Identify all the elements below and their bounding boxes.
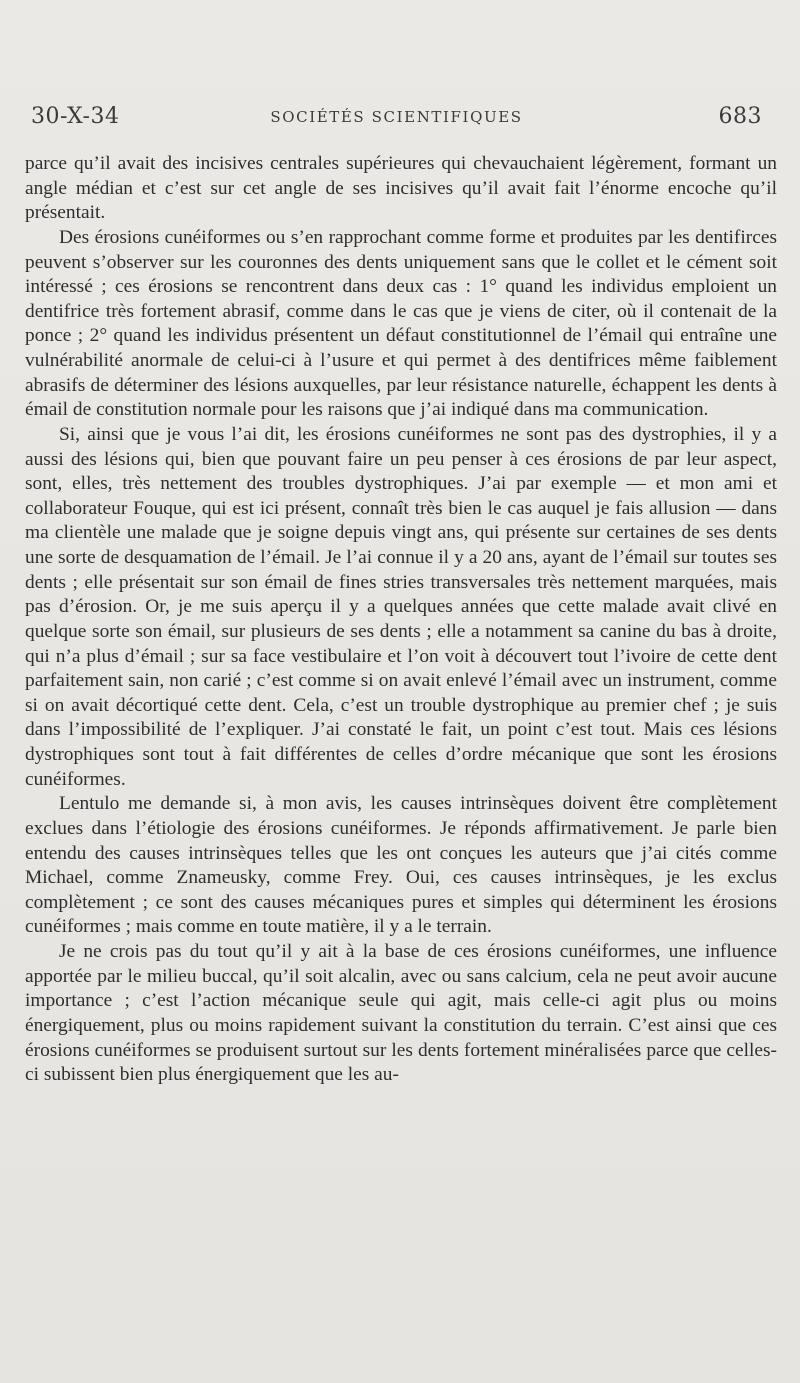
section-title: SOCIÉTÉS SCIENTIFIQUES — [270, 108, 523, 126]
paragraph: Je ne crois pas du tout qu’il y ait à la base de ces érosions cunéiformes, une influence apportée par le milieu buccal, qu’il soit alcalin, avec ou sans calcium, cela ne peut avoir aucune importance ; c’est l’action mécanique seule qui agit, mais celle-ci agit plus ou moins énergiquement, plus ou moins rapidement suivant la constitution du terrain. C’est ainsi que ces érosions cunéiformes se produisent surtout sur les dents fortement minéralisées parce que celles-ci subissent bien plus énergiquement que les au- — [25, 941, 777, 1086]
page-number: 683 — [718, 104, 762, 129]
paragraph: Si, ainsi que je vous l’ai dit, les érosions cunéiformes ne sont pas des dystrophies, il y a aussi des lésions qui, bien que pouvant faire un peu penser à ces érosions de par leur aspect, sont, elles, très nettement des troubles dystrophiques. J’ai par exemple — et mon ami et collaborateur Fouque, qui est ici présent, connaît très bien le cas auquel je fais allusion — dans ma clientèle une malade que je soigne depuis vingt ans, qui présente sur certaines de ses dents une sorte de desquamation de l’émail. Je l’ai connue il y a 20 ans, ayant de l’émail sur toutes ses dents ; elle présentait sur son émail de fines stries transversales très nettement marquées, mais pas d’érosion. Or, je me suis aperçu il y a quelques années que cette malade avait clivé en quelque sorte son émail, sur plusieurs de ses dents ; elle a notamment sa canine du bas à droite, qui n’a plus d’émail ; sur sa face vestibulaire et l’on voit à découvert tout l’ivoire de cette dent parfaitement sain, non carié ; c’est comme si on avait enlevé l’émail avec un instrument, comme si on avait décortiqué cette dent. Cela, c’est un trouble dystrophique au premier chef ; je suis dans l’impossibilité de l’expliquer. J’ai constaté le fait, un point c’est tout. Mais ces lésions dystrophiques sont tout à fait différentes de celles d’ordre mécanique que sont les érosions cunéiformes. — [25, 423, 777, 790]
running-head — [31, 104, 762, 138]
body-text — [25, 152, 777, 1088]
paragraph: Des érosions cunéiformes ou s’en rapprochant comme forme et produites par les dentifirces peuvent s’observer sur les couronnes des dents uniquement sans que le collet et le cément soit intéressé ; ces érosions se rencontrent dans deux cas : 1° quand les individus emploient un dentifrice très fortement abrasif, comme dans le cas que je viens de citer, où il contenait de la ponce ; 2° quand les individus présentent un défaut constitutionnel de l’émail qui entraîne une vulnérabilité anormale de celui-ci à l’usure et qui permet à des dentifrices même faiblement abrasifs de déterminer des lésions auxquelles, par leur résistance naturelle, échappent les dents à émail de constitution normale pour les raisons que j’ai indiqué dans ma communication. — [25, 226, 777, 421]
session-date: 30-X-34 — [31, 104, 120, 129]
paragraph: Lentulo me demande si, à mon avis, les causes intrinsèques doivent être complètement exclues dans l’étiologie des érosions cunéiformes. Je réponds affirmativement. Je parle bien entendu des causes intrinsèques telles que les ont conçues les auteurs que j’ai cités comme Michael, comme Znameusky, comme Frey. Oui, ces causes intrinsèques, je les exclus complètement ; ce sont des causes mécaniques pures et simples qui déterminent les érosions cunéiformes ; mais comme en toute matière, il y a le terrain. — [25, 793, 777, 938]
paragraph: parce qu’il avait des incisives centrales supérieures qui chevauchaient légèrement, formant un angle médian et c’est sur cet angle de ses incisives qu’il avait fait l’énorme encoche qu’il présentait. — [25, 153, 777, 224]
